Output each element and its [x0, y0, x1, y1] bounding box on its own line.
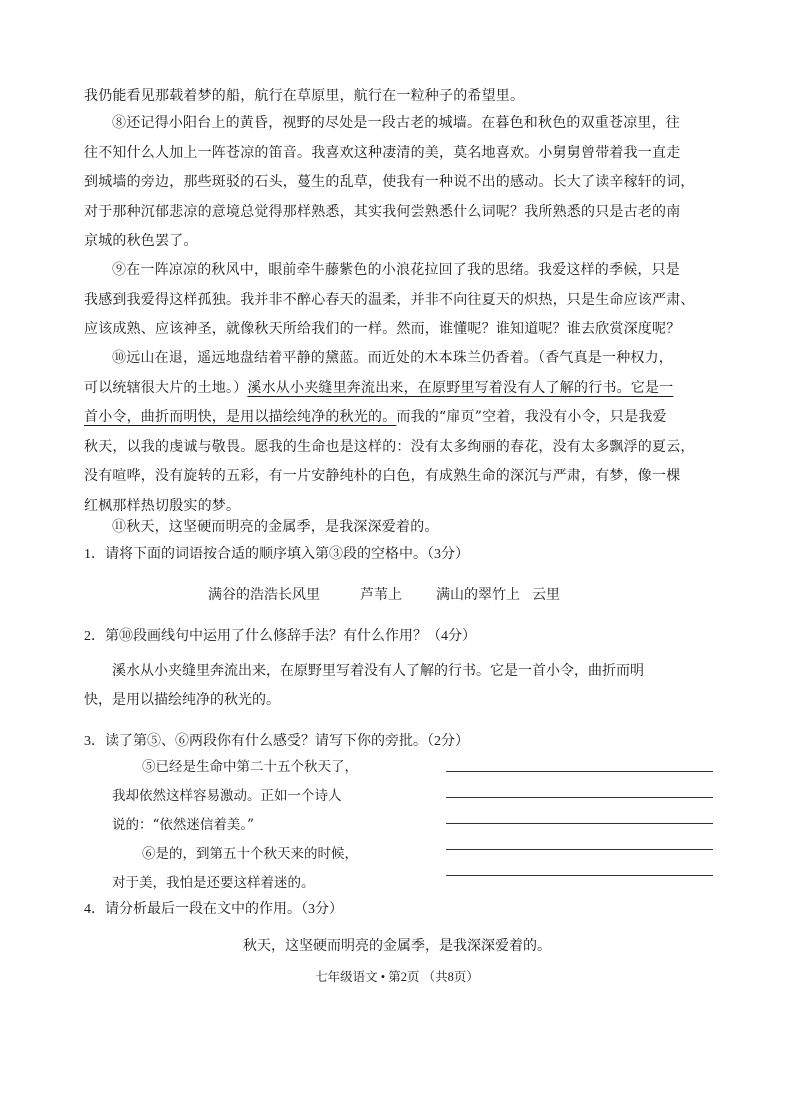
- passage-paragraph-9: [84, 256, 714, 345]
- text-line: 秋天，以我的虔诚与敬畏。愿我的生命也是这样的：没有太多绚丽的春花，没有太多飘浮的夏云，: [84, 438, 695, 455]
- passage-paragraph-8: [84, 109, 714, 257]
- plain-text: 可以统辖很大片的土地。）: [84, 379, 248, 396]
- word-option: 满山的翠竹上: [436, 587, 520, 603]
- question-2-label: 2．第⑩段画线句中运用了什么修辞手法？有什么作用？（4分）: [84, 629, 476, 644]
- question-4-quote: 秋天，这坚硬而明亮的金属季，是我深深爱着的。: [243, 938, 551, 954]
- text-line: ⑨在一阵凉凉的秋风中，眼前牵牛藤紫色的小浪花拉回了我的思绪。我爱这样的季候，只是: [112, 262, 680, 278]
- text-line: 往不知什么人加上一阵苍凉的笛音。我喜欢这种凄清的美，莫名地喜欢。小舅舅曾带着我一直走: [84, 144, 681, 161]
- passage-paragraph-11: [84, 513, 714, 543]
- text-line: 我却依然这样容易激动。正如一个诗人: [112, 788, 342, 804]
- word-option: 满谷的浩浩长风里: [208, 587, 320, 603]
- text-line: 没有喧哗，没有旋转的五彩，有一片安静纯朴的白色，有成熟生命的深沉与严肃，有梦，像一棵: [84, 468, 681, 484]
- passage-paragraph-10: [84, 344, 714, 521]
- text-line: ⑤已经是生命中第二十五个秋天了，: [142, 759, 358, 775]
- page-footer: 七年级语文 • 第2页 （共8页）: [315, 970, 479, 984]
- text-line: 应该成熟、应该神圣，就像秋天所给我们的一样。然而，谁懂呢？谁知道呢？谁去欣赏深度呢？: [84, 321, 681, 337]
- text-line: 对于美，我怕是还要这样着迷的。: [112, 875, 315, 891]
- passage-paragraph-continuation: [84, 82, 714, 112]
- text-line: ⑩远山在退，遥远地盘结着平静的黛蓝。而近处的木本珠兰仍香着。（香气真是一种权力，: [112, 350, 673, 366]
- text-line: 说的：“依然迷信着美。”: [112, 817, 255, 833]
- answer-line[interactable]: [446, 823, 713, 824]
- text-line: ⑥是的，到第五十个秋天来的时候，: [142, 846, 358, 862]
- text-line: 到城墙的旁边，那些斑驳的石头，蔓生的乱草，使我有一种说不出的感动。长大了读辛稼轩的词，: [84, 174, 695, 190]
- underlined-sentence: 溪水从小夹缝里奔流出来，在原野里写着没有人了解的行书。它是一: [247, 379, 674, 396]
- word-option: 芦苇上: [360, 587, 402, 603]
- text-line: 我仍能看见那载着梦的船，航行在草原里，航行在一粒种子的希望里。: [84, 88, 525, 104]
- text-line: [84, 403, 714, 433]
- question-4-label: 4．请分析最后一段在文中的作用。（3分）: [84, 902, 343, 917]
- question-1-label: 1．请将下面的词语按合适的顺序填入第③段的空格中。（3分）: [84, 547, 469, 562]
- text-line: 溪水从小夹缝里奔流出来，在原野里写着没有人了解的行书。它是一首小令，曲折而明: [112, 663, 644, 679]
- answer-line[interactable]: [446, 771, 713, 772]
- plain-text: 而我的“扉页”空着，我没有小令，只是我爱: [396, 409, 667, 425]
- text-line: 我感到我爱得这样孤独。我并非不醉心春天的温柔，并非不向往夏天的炽热，只是生命应该严肃、: [84, 291, 695, 308]
- answer-line[interactable]: [446, 797, 713, 798]
- answer-line[interactable]: [446, 849, 713, 850]
- text-line: 京城的秋色罢了。: [84, 233, 198, 249]
- underlined-sentence: 首小令，曲折而明快，是用以描绘纯净的秋光的。: [84, 409, 397, 425]
- text-line: ⑪秋天，这坚硬而明亮的金属季，是我深深爱着的。: [112, 519, 439, 535]
- text-line: 快，是用以描绘纯净的秋光的。: [84, 692, 280, 708]
- question-3-label: 3．读了第⑤、⑥两段你有什么感受？请写下你的旁批。（2分）: [84, 734, 469, 749]
- text-line: [84, 374, 714, 404]
- question-2-quote: [84, 657, 714, 715]
- word-option: 云里: [532, 587, 560, 603]
- text-line: 对于那种沉郁悲凉的意境总觉得那样熟悉，其实我何尝熟悉什么词呢？我所熟悉的只是古老的南: [84, 203, 681, 220]
- answer-line[interactable]: [446, 875, 713, 876]
- question-3-excerpt: [112, 753, 358, 898]
- text-line: 红枫那样热切殷实的梦。: [84, 497, 241, 514]
- text-line: ⑧还记得小阳台上的黄昏，视野的尽处是一段古老的城墙。在暮色和秋色的双重苍凉里，往: [112, 115, 680, 131]
